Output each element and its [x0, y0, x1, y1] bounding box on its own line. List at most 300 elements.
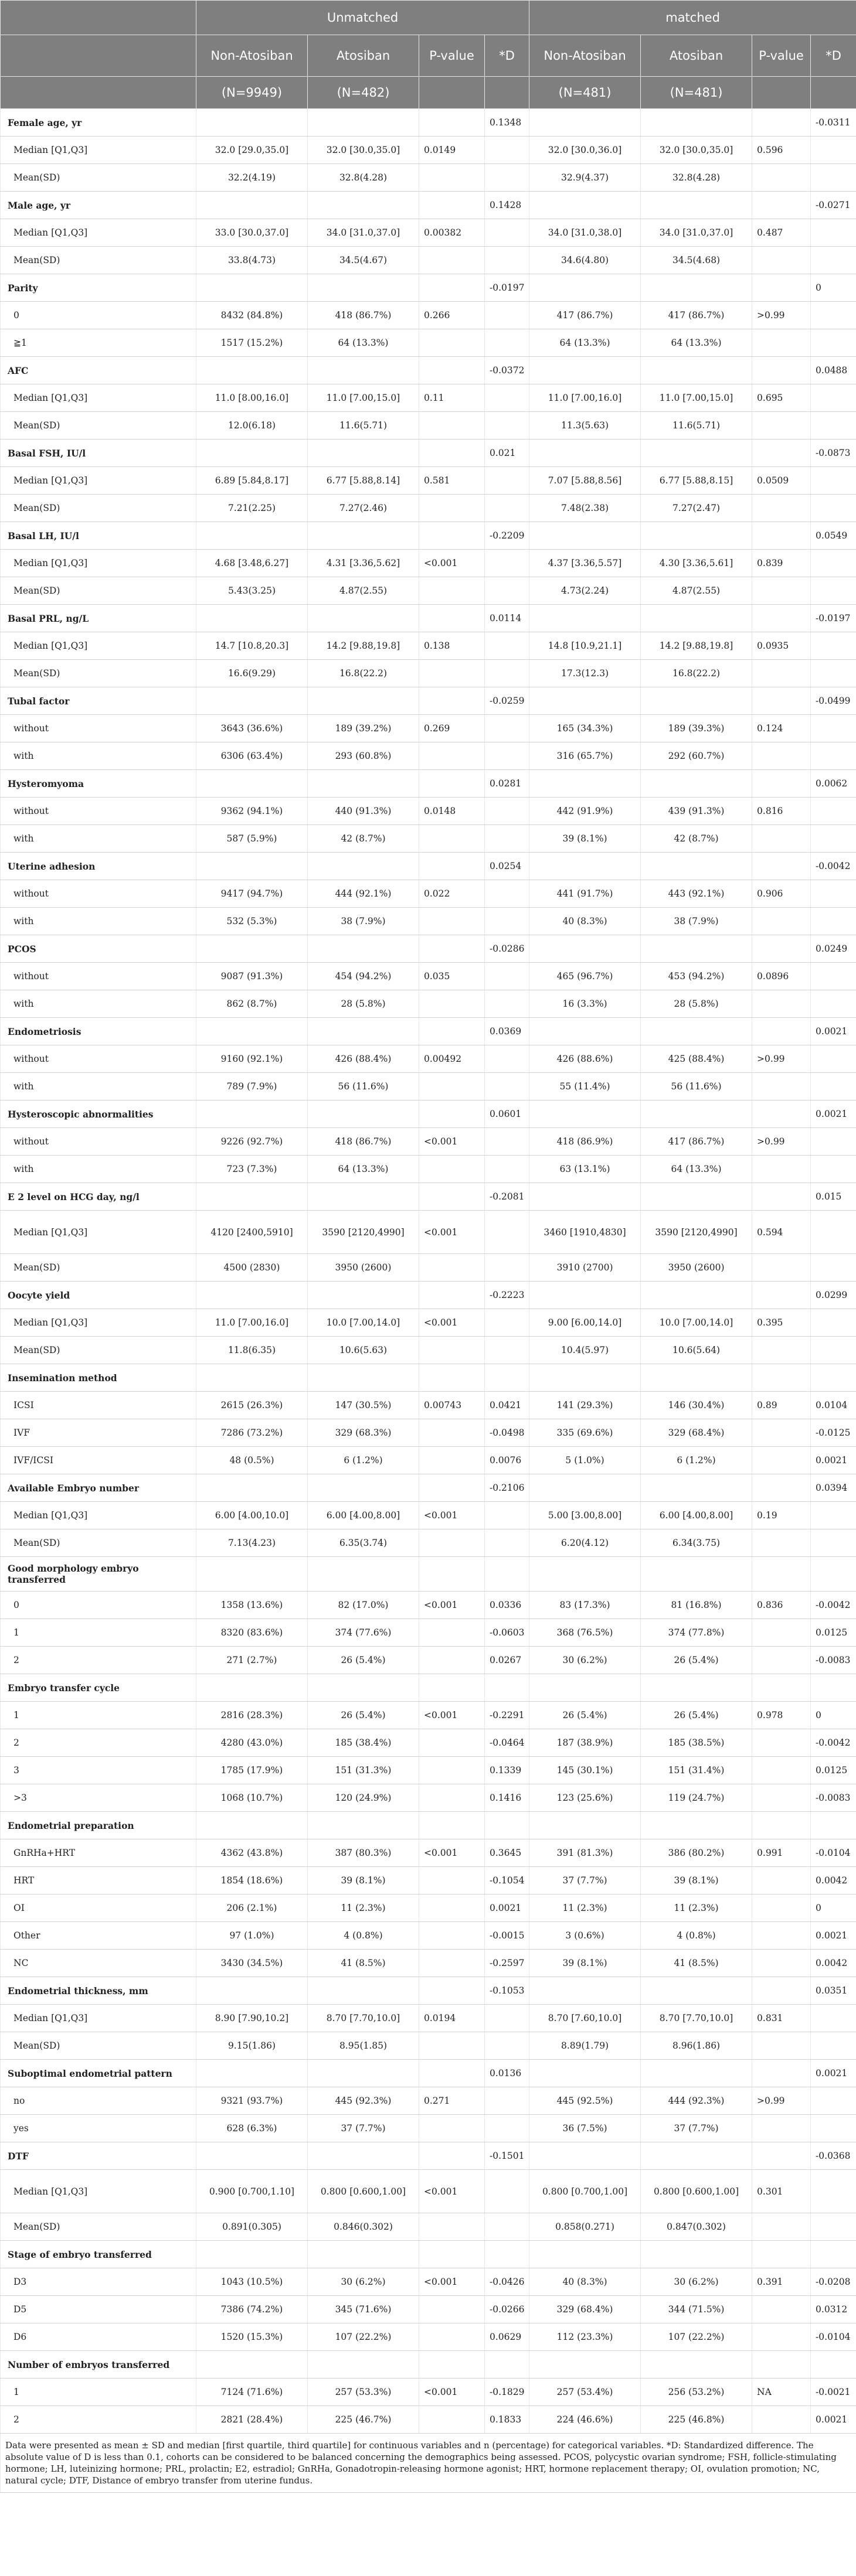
d-unmatched-cell: 0.1339 [485, 1757, 529, 1784]
empty-cell [419, 1557, 485, 1592]
atosiban-matched-cell: 417 (86.7%) [641, 302, 752, 329]
atosiban-unmatched-cell: 10.0 [7.00,14.0] [308, 1309, 419, 1337]
atosiban-matched-cell: 16.8(22.2) [641, 660, 752, 687]
row-label: 3 [1, 1757, 196, 1784]
d-unmatched-cell: 0.0629 [485, 2323, 529, 2351]
atosiban-matched-cell: 6.34(3.75) [641, 1529, 752, 1557]
row-label: D5 [1, 2296, 196, 2323]
non-atosiban-unmatched-cell: 789 (7.9%) [196, 1073, 308, 1100]
section-d-unmatched: -0.2106 [485, 1474, 529, 1502]
section-d-matched: 0.0549 [811, 522, 856, 550]
atosiban-unmatched-cell: 440 (91.3%) [308, 798, 419, 825]
d-unmatched-cell [485, 1254, 529, 1282]
section-title: Endometrial preparation [1, 1812, 196, 1839]
empty-cell [419, 1674, 485, 1702]
table-row [1, 1529, 856, 1557]
empty-cell [529, 357, 641, 384]
atosiban-matched-cell: 10.0 [7.00,14.0] [641, 1309, 752, 1337]
p-value-matched-cell [752, 2032, 811, 2060]
table-row [1, 1337, 856, 1364]
p-value-unmatched-cell: <0.001 [419, 1211, 485, 1254]
non-atosiban-unmatched-cell: 4280 (43.0%) [196, 1729, 308, 1757]
table-row [1, 1254, 856, 1282]
atosiban-matched-cell: 8.96(1.86) [641, 2032, 752, 2060]
non-atosiban-matched-cell: 445 (92.5%) [529, 2087, 641, 2115]
empty-cell [419, 1282, 485, 1309]
atosiban-matched-cell: 26 (5.4%) [641, 1702, 752, 1729]
empty-cell [529, 1183, 641, 1211]
non-atosiban-matched-cell: 83 (17.3%) [529, 1592, 641, 1619]
row-label: Mean(SD) [1, 247, 196, 274]
non-atosiban-unmatched-cell: 2821 (28.4%) [196, 2406, 308, 2434]
non-atosiban-unmatched-cell: 1520 (15.3%) [196, 2323, 308, 2351]
row-label: Mean(SD) [1, 660, 196, 687]
table-row [1, 798, 856, 825]
section-title: Tubal factor [1, 687, 196, 715]
non-atosiban-unmatched-cell: 9.15(1.86) [196, 2032, 308, 2060]
table-row [1, 2115, 856, 2142]
p-value-unmatched-cell [419, 990, 485, 1018]
non-atosiban-unmatched-cell: 9160 (92.1%) [196, 1045, 308, 1073]
p-value-matched-cell [752, 1419, 811, 1447]
atosiban-matched-cell: 374 (77.8%) [641, 1619, 752, 1647]
atosiban-matched-cell: 10.6(5.64) [641, 1337, 752, 1364]
p-value-matched-cell: 0.395 [752, 1309, 811, 1337]
p-value-matched-cell [752, 247, 811, 274]
d-matched-cell [811, 2170, 856, 2213]
section-title: Parity [1, 274, 196, 302]
p-value-unmatched-cell: <0.001 [419, 2379, 485, 2406]
non-atosiban-unmatched-cell: 723 (7.3%) [196, 1156, 308, 1183]
empty-cell [196, 2351, 308, 2379]
table-row [1, 495, 856, 522]
non-atosiban-unmatched-cell: 0.891(0.305) [196, 2213, 308, 2241]
non-atosiban-unmatched-cell: 587 (5.9%) [196, 825, 308, 853]
section-title: Female age, yr [1, 109, 196, 137]
table-row [1, 2170, 856, 2213]
section-d-matched: -0.0873 [811, 439, 856, 467]
p-value-matched-cell: 0.816 [752, 798, 811, 825]
empty-cell [308, 935, 419, 963]
p-value-matched-cell: 0.391 [752, 2268, 811, 2296]
empty-cell [308, 1812, 419, 1839]
d-matched-cell [811, 2087, 856, 2115]
empty-cell [196, 1674, 308, 1702]
row-label: IVF [1, 1419, 196, 1447]
header-unmatched-d: *D [485, 35, 529, 77]
atosiban-unmatched-cell: 293 (60.8%) [308, 742, 419, 770]
row-label: IVF/ICSI [1, 1447, 196, 1474]
d-unmatched-cell [485, 2115, 529, 2142]
atosiban-matched-cell: 38 (7.9%) [641, 908, 752, 935]
atosiban-matched-cell: 39 (8.1%) [641, 1867, 752, 1894]
atosiban-unmatched-cell: 147 (30.5%) [308, 1392, 419, 1419]
empty-cell [196, 1018, 308, 1045]
section-d-unmatched: -0.1053 [485, 1977, 529, 2005]
d-matched-cell [811, 1045, 856, 1073]
row-label: without [1, 963, 196, 990]
non-atosiban-matched-cell: 123 (25.6%) [529, 1784, 641, 1812]
p-value-unmatched-cell [419, 2032, 485, 2060]
empty-cell [196, 1282, 308, 1309]
p-value-unmatched-cell [419, 2296, 485, 2323]
p-value-matched-cell [752, 1619, 811, 1647]
empty-cell [419, 1364, 485, 1392]
p-value-unmatched-cell: <0.001 [419, 550, 485, 577]
empty-cell [196, 192, 308, 219]
section-header-row [1, 1100, 856, 1128]
d-matched-cell: 0.0104 [811, 1392, 856, 1419]
empty-cell [752, 192, 811, 219]
table-row [1, 1045, 856, 1073]
atosiban-unmatched-cell: 6 (1.2%) [308, 1447, 419, 1474]
non-atosiban-matched-cell: 14.8 [10.9,21.1] [529, 632, 641, 660]
p-value-unmatched-cell [419, 1867, 485, 1894]
empty-cell [529, 439, 641, 467]
section-d-unmatched: -0.0259 [485, 687, 529, 715]
empty-cell [419, 2351, 485, 2379]
d-matched-cell: -0.0083 [811, 1647, 856, 1674]
p-value-matched-cell [752, 825, 811, 853]
atosiban-unmatched-cell: 189 (39.2%) [308, 715, 419, 742]
p-value-unmatched-cell: 0.00492 [419, 1045, 485, 1073]
empty-cell [641, 274, 752, 302]
empty-cell [641, 1557, 752, 1592]
d-matched-cell: -0.0021 [811, 2379, 856, 2406]
atosiban-unmatched-cell: 42 (8.7%) [308, 825, 419, 853]
p-value-unmatched-cell [419, 2406, 485, 2434]
row-label: without [1, 715, 196, 742]
section-d-matched [811, 2241, 856, 2268]
d-unmatched-cell [485, 963, 529, 990]
atosiban-matched-cell: 417 (86.7%) [641, 1128, 752, 1156]
d-matched-cell [811, 825, 856, 853]
non-atosiban-unmatched-cell: 6306 (63.4%) [196, 742, 308, 770]
d-unmatched-cell [485, 990, 529, 1018]
table-row [1, 1419, 856, 1447]
p-value-matched-cell: 0.978 [752, 1702, 811, 1729]
non-atosiban-matched-cell: 165 (34.3%) [529, 715, 641, 742]
d-unmatched-cell [485, 825, 529, 853]
atosiban-matched-cell: 4.87(2.55) [641, 577, 752, 605]
section-title: Male age, yr [1, 192, 196, 219]
empty-cell [196, 1557, 308, 1592]
non-atosiban-matched-cell: 37 (7.7%) [529, 1867, 641, 1894]
row-label: Median [Q1,Q3] [1, 219, 196, 247]
p-value-unmatched-cell: 0.0149 [419, 137, 485, 164]
d-matched-cell [811, 1309, 856, 1337]
empty-cell [308, 1183, 419, 1211]
p-value-matched-cell: 0.906 [752, 880, 811, 908]
header-n-matched-ato: (N=481) [641, 77, 752, 109]
d-unmatched-cell: 0.0336 [485, 1592, 529, 1619]
table-row [1, 825, 856, 853]
row-label: no [1, 2087, 196, 2115]
non-atosiban-matched-cell: 6.20(4.12) [529, 1529, 641, 1557]
empty-cell [752, 2351, 811, 2379]
p-value-unmatched-cell: <0.001 [419, 1309, 485, 1337]
non-atosiban-matched-cell: 3460 [1910,4830] [529, 1211, 641, 1254]
p-value-matched-cell [752, 1529, 811, 1557]
atosiban-unmatched-cell: 0.846(0.302) [308, 2213, 419, 2241]
d-matched-cell: 0.0125 [811, 1619, 856, 1647]
p-value-unmatched-cell: 0.035 [419, 963, 485, 990]
non-atosiban-unmatched-cell: 1517 (15.2%) [196, 329, 308, 357]
empty-cell [752, 274, 811, 302]
p-value-matched-cell [752, 164, 811, 192]
p-value-matched-cell: >0.99 [752, 2087, 811, 2115]
empty-cell [196, 1474, 308, 1502]
row-label: 1 [1, 1702, 196, 1729]
d-matched-cell [811, 164, 856, 192]
table-row [1, 715, 856, 742]
non-atosiban-unmatched-cell: 9362 (94.1%) [196, 798, 308, 825]
atosiban-unmatched-cell: 32.8(4.28) [308, 164, 419, 192]
atosiban-matched-cell: 26 (5.4%) [641, 1647, 752, 1674]
table-row [1, 880, 856, 908]
empty-cell [752, 2241, 811, 2268]
non-atosiban-matched-cell: 368 (76.5%) [529, 1619, 641, 1647]
table-row [1, 412, 856, 439]
empty-cell [752, 1674, 811, 1702]
empty-cell [752, 770, 811, 798]
non-atosiban-unmatched-cell: 271 (2.7%) [196, 1647, 308, 1674]
d-unmatched-cell [485, 1502, 529, 1529]
empty-cell [419, 1474, 485, 1502]
p-value-matched-cell [752, 908, 811, 935]
non-atosiban-matched-cell: 426 (88.6%) [529, 1045, 641, 1073]
p-value-unmatched-cell [419, 2115, 485, 2142]
p-value-matched-cell: 0.89 [752, 1392, 811, 1419]
empty-cell [752, 2142, 811, 2170]
section-d-matched: 0.0021 [811, 1100, 856, 1128]
p-value-matched-cell [752, 1867, 811, 1894]
section-header-row [1, 357, 856, 384]
d-matched-cell [811, 990, 856, 1018]
table-row [1, 1392, 856, 1419]
header-blank [752, 77, 811, 109]
atosiban-matched-cell: 185 (38.5%) [641, 1729, 752, 1757]
non-atosiban-unmatched-cell: 7124 (71.6%) [196, 2379, 308, 2406]
empty-cell [641, 522, 752, 550]
table-body [1, 109, 856, 2434]
section-header-row [1, 1977, 856, 2005]
p-value-unmatched-cell [419, 1729, 485, 1757]
empty-cell [752, 853, 811, 880]
header-matched: matched [529, 1, 856, 35]
empty-cell [752, 1018, 811, 1045]
d-matched-cell [811, 329, 856, 357]
empty-cell [641, 192, 752, 219]
table-row [1, 164, 856, 192]
empty-cell [308, 2241, 419, 2268]
empty-cell [529, 935, 641, 963]
empty-cell [196, 935, 308, 963]
p-value-matched-cell: >0.99 [752, 1128, 811, 1156]
atosiban-unmatched-cell: 10.6(5.63) [308, 1337, 419, 1364]
p-value-matched-cell: 0.124 [752, 715, 811, 742]
d-unmatched-cell: -0.0266 [485, 2296, 529, 2323]
table-row [1, 2032, 856, 2060]
empty-cell [529, 2060, 641, 2087]
atosiban-matched-cell: 7.27(2.47) [641, 495, 752, 522]
empty-cell [308, 2351, 419, 2379]
section-title: DTF [1, 2142, 196, 2170]
section-d-unmatched: 0.0114 [485, 605, 529, 632]
empty-cell [752, 522, 811, 550]
non-atosiban-unmatched-cell: 8432 (84.8%) [196, 302, 308, 329]
row-label: yes [1, 2115, 196, 2142]
row-label: with [1, 1073, 196, 1100]
atosiban-unmatched-cell: 56 (11.6%) [308, 1073, 419, 1100]
d-unmatched-cell [485, 384, 529, 412]
non-atosiban-matched-cell: 39 (8.1%) [529, 1950, 641, 1977]
atosiban-matched-cell: 6 (1.2%) [641, 1447, 752, 1474]
d-unmatched-cell [485, 495, 529, 522]
section-d-matched: 0.0488 [811, 357, 856, 384]
non-atosiban-matched-cell: 10.4(5.97) [529, 1337, 641, 1364]
atosiban-unmatched-cell: 11.6(5.71) [308, 412, 419, 439]
table-row [1, 2005, 856, 2032]
d-unmatched-cell [485, 577, 529, 605]
atosiban-unmatched-cell: 151 (31.3%) [308, 1757, 419, 1784]
p-value-unmatched-cell [419, 1647, 485, 1674]
empty-cell [419, 2060, 485, 2087]
empty-cell [419, 2142, 485, 2170]
empty-cell [641, 1183, 752, 1211]
section-header-row [1, 1364, 856, 1392]
section-d-matched [811, 2351, 856, 2379]
section-d-matched: 0 [811, 274, 856, 302]
d-unmatched-cell: -0.0464 [485, 1729, 529, 1757]
empty-cell [419, 109, 485, 137]
atosiban-unmatched-cell: 39 (8.1%) [308, 1867, 419, 1894]
d-unmatched-cell [485, 632, 529, 660]
non-atosiban-matched-cell: 8.89(1.79) [529, 2032, 641, 2060]
row-label: Mean(SD) [1, 1529, 196, 1557]
atosiban-matched-cell: 6.00 [4.00,8.00] [641, 1502, 752, 1529]
p-value-unmatched-cell: <0.001 [419, 2268, 485, 2296]
p-value-unmatched-cell: 0.11 [419, 384, 485, 412]
non-atosiban-unmatched-cell: 9226 (92.7%) [196, 1128, 308, 1156]
non-atosiban-unmatched-cell: 48 (0.5%) [196, 1447, 308, 1474]
p-value-matched-cell [752, 2323, 811, 2351]
empty-cell [752, 605, 811, 632]
non-atosiban-matched-cell: 36 (7.5%) [529, 2115, 641, 2142]
non-atosiban-unmatched-cell: 532 (5.3%) [196, 908, 308, 935]
d-matched-cell: 0.0021 [811, 1447, 856, 1474]
atosiban-unmatched-cell: 107 (22.2%) [308, 2323, 419, 2351]
non-atosiban-unmatched-cell: 1068 (10.7%) [196, 1784, 308, 1812]
d-matched-cell [811, 384, 856, 412]
row-label: 1 [1, 1619, 196, 1647]
empty-cell [529, 1474, 641, 1502]
section-d-matched: -0.0197 [811, 605, 856, 632]
p-value-matched-cell [752, 577, 811, 605]
p-value-matched-cell: 0.0896 [752, 963, 811, 990]
row-label: with [1, 990, 196, 1018]
p-value-matched-cell [752, 1729, 811, 1757]
section-d-matched: 0.0394 [811, 1474, 856, 1502]
non-atosiban-matched-cell: 442 (91.9%) [529, 798, 641, 825]
non-atosiban-unmatched-cell: 4362 (43.8%) [196, 1839, 308, 1867]
header-unmatched-p-value: P-value [419, 35, 485, 77]
atosiban-unmatched-cell: 32.0 [30.0,35.0] [308, 137, 419, 164]
non-atosiban-matched-cell: 329 (68.4%) [529, 2296, 641, 2323]
atosiban-unmatched-cell: 8.95(1.85) [308, 2032, 419, 2060]
d-matched-cell [811, 742, 856, 770]
atosiban-matched-cell: 32.8(4.28) [641, 164, 752, 192]
p-value-matched-cell: >0.99 [752, 302, 811, 329]
row-label: with [1, 825, 196, 853]
row-label: Other [1, 1922, 196, 1950]
d-unmatched-cell: 0.3645 [485, 1839, 529, 1867]
table-header [1, 1, 856, 109]
section-title: Basal FSH, IU/l [1, 439, 196, 467]
empty-cell [419, 1018, 485, 1045]
row-label: GnRHa+HRT [1, 1839, 196, 1867]
section-title: Endometriosis [1, 1018, 196, 1045]
table-row [1, 1839, 856, 1867]
atosiban-matched-cell: 34.0 [31.0,37.0] [641, 219, 752, 247]
row-label: HRT [1, 1867, 196, 1894]
header-n-unmatched-non: (N=9949) [196, 77, 308, 109]
row-label: Mean(SD) [1, 2213, 196, 2241]
p-value-matched-cell [752, 1950, 811, 1977]
section-d-unmatched: -0.1501 [485, 2142, 529, 2170]
non-atosiban-unmatched-cell: 14.7 [10.8,20.3] [196, 632, 308, 660]
atosiban-unmatched-cell: 387 (80.3%) [308, 1839, 419, 1867]
p-value-matched-cell: 0.831 [752, 2005, 811, 2032]
non-atosiban-matched-cell: 64 (13.3%) [529, 329, 641, 357]
d-matched-cell: -0.0208 [811, 2268, 856, 2296]
atosiban-matched-cell: 14.2 [9.88,19.8] [641, 632, 752, 660]
empty-cell [752, 1100, 811, 1128]
non-atosiban-unmatched-cell: 11.0 [8.00,16.0] [196, 384, 308, 412]
empty-cell [529, 1557, 641, 1592]
d-matched-cell: -0.0083 [811, 1784, 856, 1812]
table-row [1, 742, 856, 770]
empty-cell [196, 2241, 308, 2268]
empty-cell [196, 1183, 308, 1211]
d-unmatched-cell [485, 1045, 529, 1073]
section-d-unmatched: -0.2209 [485, 522, 529, 550]
empty-cell [308, 109, 419, 137]
section-title: AFC [1, 357, 196, 384]
d-unmatched-cell [485, 550, 529, 577]
atosiban-unmatched-cell: 11.0 [7.00,15.0] [308, 384, 419, 412]
empty-cell [419, 357, 485, 384]
non-atosiban-unmatched-cell: 7.13(4.23) [196, 1529, 308, 1557]
d-matched-cell [811, 2005, 856, 2032]
section-header-row [1, 1474, 856, 1502]
section-header-row [1, 935, 856, 963]
section-title: Hysteromyoma [1, 770, 196, 798]
section-title: Hysteroscopic abnormalities [1, 1100, 196, 1128]
empty-cell [529, 274, 641, 302]
empty-cell [196, 274, 308, 302]
non-atosiban-unmatched-cell: 9087 (91.3%) [196, 963, 308, 990]
empty-cell [196, 1364, 308, 1392]
section-header-row [1, 1183, 856, 1211]
d-matched-cell [811, 1156, 856, 1183]
empty-cell [196, 2142, 308, 2170]
d-matched-cell [811, 1529, 856, 1557]
p-value-unmatched-cell [419, 908, 485, 935]
non-atosiban-matched-cell: 5 (1.0%) [529, 1447, 641, 1474]
p-value-unmatched-cell [419, 577, 485, 605]
non-atosiban-matched-cell: 465 (96.7%) [529, 963, 641, 990]
